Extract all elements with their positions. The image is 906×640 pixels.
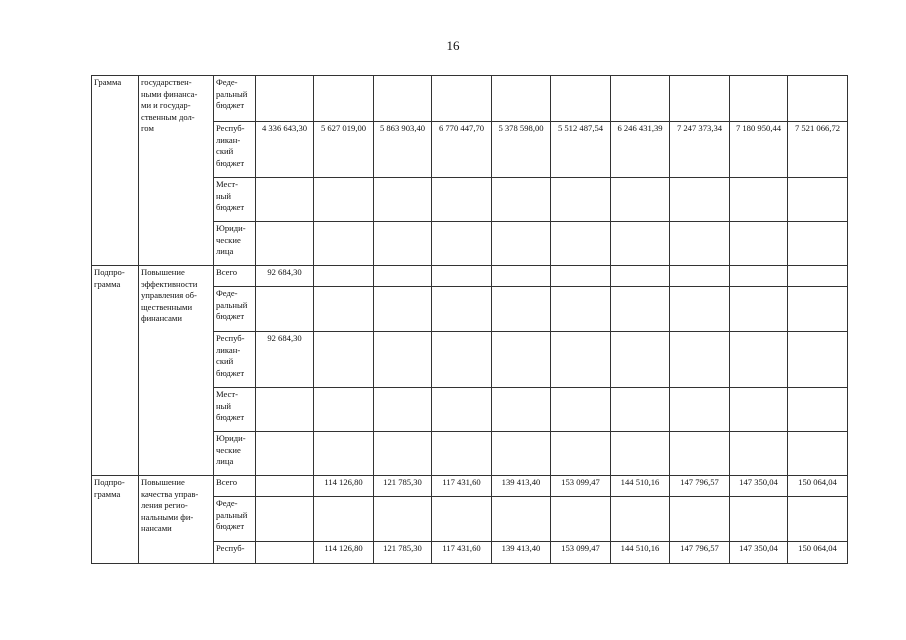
amount-cell (432, 388, 492, 432)
amount-cell: 6 246 431,39 (611, 122, 670, 178)
amount-cell (551, 178, 611, 222)
amount-cell (314, 287, 374, 332)
amount-cell: 6 770 447,70 (432, 122, 492, 178)
amount-cell: 114 126,80 (314, 542, 374, 564)
amount-cell (374, 178, 432, 222)
amount-cell (314, 388, 374, 432)
amount-cell (730, 497, 788, 542)
amount-cell (432, 332, 492, 388)
amount-cell (256, 222, 314, 266)
program-name-cell: Повышение эффективности управления об- щественными финансами (139, 266, 214, 476)
amount-cell (670, 432, 730, 476)
funding-source-cell: Респуб- ликан- ский бюджет (214, 332, 256, 388)
funding-source-cell: Респуб- (214, 542, 256, 564)
amount-cell (730, 222, 788, 266)
amount-cell: 147 350,04 (730, 542, 788, 564)
amount-cell (670, 178, 730, 222)
amount-cell (374, 388, 432, 432)
amount-cell (730, 266, 788, 287)
amount-cell (492, 432, 551, 476)
amount-cell (256, 542, 314, 564)
amount-cell (611, 432, 670, 476)
amount-cell (432, 76, 492, 122)
amount-cell: 5 627 019,00 (314, 122, 374, 178)
amount-cell (374, 497, 432, 542)
amount-cell (256, 476, 314, 497)
amount-cell (314, 266, 374, 287)
amount-cell: 147 350,04 (730, 476, 788, 497)
amount-cell (492, 178, 551, 222)
funding-source-cell: Юриди- ческие лица (214, 432, 256, 476)
amount-cell: 117 431,60 (432, 542, 492, 564)
amount-cell (256, 497, 314, 542)
amount-cell (374, 266, 432, 287)
amount-cell (492, 388, 551, 432)
amount-cell (432, 432, 492, 476)
amount-cell (492, 497, 551, 542)
table-row (92, 266, 848, 287)
amount-cell (730, 432, 788, 476)
amount-cell (730, 76, 788, 122)
amount-cell: 153 099,47 (551, 542, 611, 564)
amount-cell (611, 266, 670, 287)
amount-cell (730, 388, 788, 432)
amount-cell (551, 332, 611, 388)
amount-cell (256, 178, 314, 222)
amount-cell (670, 76, 730, 122)
amount-cell: 5 863 903,40 (374, 122, 432, 178)
amount-cell (611, 332, 670, 388)
amount-cell (374, 222, 432, 266)
funding-source-cell: Респуб- ликан- ский бюджет (214, 122, 256, 178)
funding-source-cell: Мест- ный бюджет (214, 178, 256, 222)
program-name-cell: Повышение качества управ- ления регио- нальными фи- нансами (139, 476, 214, 564)
amount-cell (670, 266, 730, 287)
amount-cell (611, 497, 670, 542)
program-type-cell: Подпро- грамма (92, 266, 139, 476)
amount-cell: 150 064,04 (788, 542, 848, 564)
amount-cell: 7 247 373,34 (670, 122, 730, 178)
amount-cell (611, 222, 670, 266)
amount-cell (374, 76, 432, 122)
amount-cell (788, 432, 848, 476)
amount-cell: 4 336 643,30 (256, 122, 314, 178)
program-type-cell: Грамма (92, 76, 139, 266)
amount-cell: 153 099,47 (551, 476, 611, 497)
amount-cell (314, 497, 374, 542)
amount-cell (670, 497, 730, 542)
funding-source-cell: Мест- ный бюджет (214, 388, 256, 432)
program-name-cell: государствен- ными финанса- ми и государ- ственным дол- гом (139, 76, 214, 266)
amount-cell: 147 796,57 (670, 476, 730, 497)
amount-cell (670, 222, 730, 266)
amount-cell (670, 388, 730, 432)
funding-source-cell: Феде- ральный бюджет (214, 497, 256, 542)
amount-cell (788, 178, 848, 222)
amount-cell (492, 332, 551, 388)
amount-cell (256, 287, 314, 332)
amount-cell (551, 497, 611, 542)
amount-cell (314, 332, 374, 388)
amount-cell (670, 332, 730, 388)
amount-cell (611, 388, 670, 432)
amount-cell (551, 432, 611, 476)
amount-cell: 144 510,16 (611, 542, 670, 564)
amount-cell: 7 521 066,72 (788, 122, 848, 178)
amount-cell: 121 785,30 (374, 542, 432, 564)
amount-cell: 114 126,80 (314, 476, 374, 497)
program-type-cell: Подпро- грамма (92, 476, 139, 564)
table-row (92, 476, 848, 497)
amount-cell (611, 287, 670, 332)
amount-cell (374, 287, 432, 332)
amount-cell (432, 287, 492, 332)
amount-cell: 147 796,57 (670, 542, 730, 564)
amount-cell (730, 287, 788, 332)
table-row (92, 76, 848, 122)
amount-cell (788, 76, 848, 122)
amount-cell: 139 413,40 (492, 542, 551, 564)
amount-cell (374, 332, 432, 388)
amount-cell: 92 684,30 (256, 332, 314, 388)
amount-cell: 5 512 487,54 (551, 122, 611, 178)
amount-cell (314, 178, 374, 222)
amount-cell (492, 266, 551, 287)
amount-cell (256, 432, 314, 476)
amount-cell (551, 266, 611, 287)
amount-cell: 139 413,40 (492, 476, 551, 497)
amount-cell (432, 222, 492, 266)
amount-cell (788, 222, 848, 266)
amount-cell (314, 222, 374, 266)
amount-cell (788, 287, 848, 332)
amount-cell (788, 497, 848, 542)
amount-cell (551, 287, 611, 332)
amount-cell (551, 76, 611, 122)
amount-cell (314, 76, 374, 122)
amount-cell (374, 432, 432, 476)
funding-source-cell: Феде- ральный бюджет (214, 76, 256, 122)
table-body (92, 76, 848, 564)
amount-cell: 7 180 950,44 (730, 122, 788, 178)
amount-cell (551, 388, 611, 432)
amount-cell (788, 388, 848, 432)
amount-cell: 150 064,04 (788, 476, 848, 497)
amount-cell (492, 222, 551, 266)
amount-cell: 92 684,30 (256, 266, 314, 287)
page-number: 16 (446, 38, 460, 53)
amount-cell (611, 76, 670, 122)
funding-source-cell: Всего (214, 266, 256, 287)
amount-cell (611, 178, 670, 222)
amount-cell: 5 378 598,00 (492, 122, 551, 178)
amount-cell (256, 388, 314, 432)
amount-cell (551, 222, 611, 266)
amount-cell (788, 332, 848, 388)
budget-table (91, 75, 848, 564)
amount-cell (256, 76, 314, 122)
amount-cell: 144 510,16 (611, 476, 670, 497)
amount-cell (730, 332, 788, 388)
amount-cell (730, 178, 788, 222)
amount-cell (432, 266, 492, 287)
amount-cell (314, 432, 374, 476)
amount-cell (492, 287, 551, 332)
amount-cell (788, 266, 848, 287)
amount-cell: 121 785,30 (374, 476, 432, 497)
funding-source-cell: Феде- ральный бюджет (214, 287, 256, 332)
amount-cell (432, 178, 492, 222)
amount-cell (432, 497, 492, 542)
funding-source-cell: Всего (214, 476, 256, 497)
amount-cell (492, 76, 551, 122)
amount-cell: 117 431,60 (432, 476, 492, 497)
funding-source-cell: Юриди- ческие лица (214, 222, 256, 266)
amount-cell (670, 287, 730, 332)
